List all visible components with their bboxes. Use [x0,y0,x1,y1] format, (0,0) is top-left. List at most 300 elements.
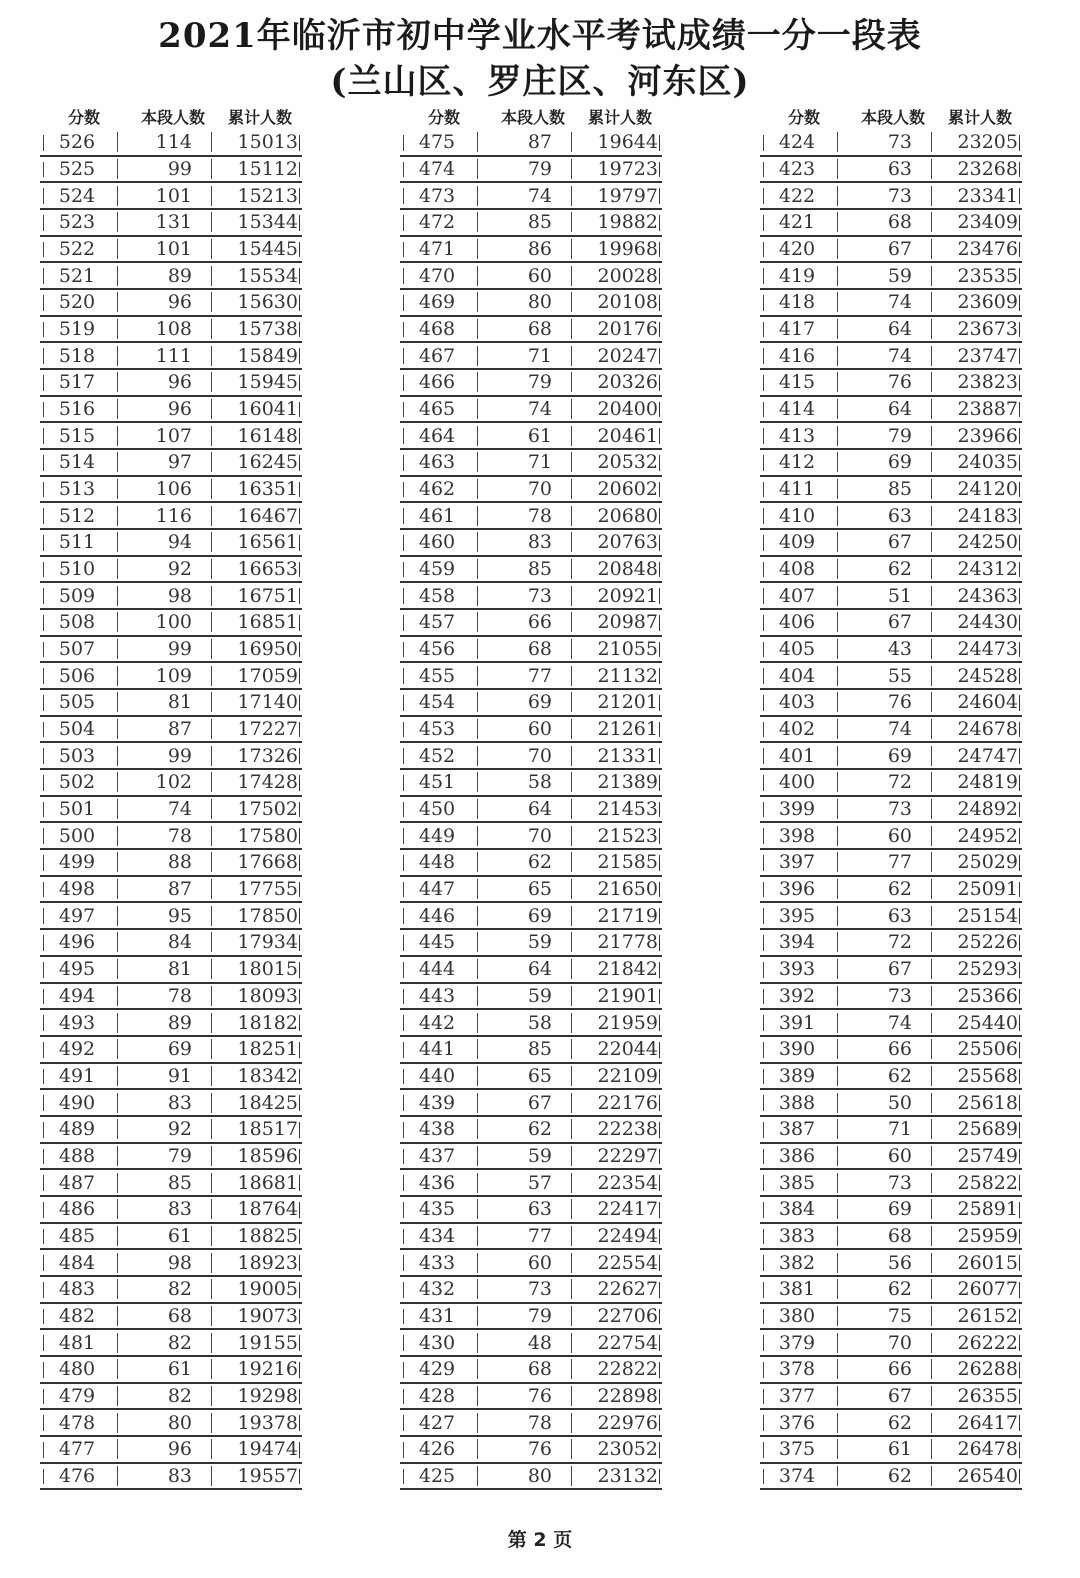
cumulative-count-cell: 22417 [597,1198,658,1221]
score-cell: 399 [760,798,834,820]
score-cell: 523 [40,211,114,233]
segment-count-cell: 83 [114,1198,212,1220]
table-row [760,1037,1022,1064]
cumulative-count-cell: 24952 [957,824,1018,847]
table-row [400,770,662,797]
score-cell: 490 [40,1092,114,1114]
cumulative-count-cell: 22297 [597,1144,658,1167]
table-row [40,130,302,157]
score-cell: 388 [760,1092,834,1114]
score-cell: 378 [760,1358,834,1380]
table-row [760,637,1022,664]
segment-count-cell: 89 [114,265,212,287]
cumulative-count-cell: 20680 [597,504,658,527]
table-row [400,797,662,824]
cumulative-count-cell: 22706 [597,1304,658,1327]
segment-count-cell: 111 [114,345,212,367]
segment-count-cell: 50 [834,1092,932,1114]
table-row [40,157,302,184]
table-row [760,237,1022,264]
score-cell: 398 [760,825,834,847]
cumulative-count-cell: 16653 [237,558,298,581]
score-cell: 445 [400,931,474,953]
table-row [400,1037,662,1064]
score-cell: 508 [40,611,114,633]
table-row [40,210,302,237]
table-row [400,530,662,557]
segment-count-cell: 85 [474,211,572,233]
table-row [40,1250,302,1277]
table-row [40,1224,302,1251]
segment-count-cell: 63 [834,905,932,927]
table-row [400,263,662,290]
score-cell: 466 [400,371,474,393]
table-row [400,1304,662,1331]
cumulative-count-cell: 21719 [597,904,658,927]
cumulative-count-cell: 19882 [597,211,658,234]
table-row [760,503,1022,530]
table-row [40,930,302,957]
cumulative-count-cell: 25506 [957,1038,1018,1061]
table-row [400,583,662,610]
table-row [40,1384,302,1411]
score-cell: 437 [400,1145,474,1167]
score-cell: 476 [40,1465,114,1487]
cumulative-count-cell: 24312 [957,558,1018,581]
segment-count-cell: 76 [474,1438,572,1460]
segment-count-cell: 73 [834,1172,932,1194]
score-cell: 509 [40,585,114,607]
cumulative-count-cell: 18342 [237,1064,298,1087]
segment-count-cell: 83 [114,1092,212,1114]
score-cell: 464 [400,425,474,447]
score-cell: 402 [760,718,834,740]
table-row [760,397,1022,424]
cumulative-count-cell: 24678 [957,718,1018,741]
segment-count-cell: 94 [114,531,212,553]
score-cell: 411 [760,478,834,500]
score-cell: 471 [400,238,474,260]
cumulative-count-cell: 23823 [957,371,1018,394]
table-row [400,1170,662,1197]
score-cell: 455 [400,665,474,687]
table-row [400,1437,662,1464]
segment-count-cell: 108 [114,318,212,340]
score-cell: 383 [760,1225,834,1247]
segment-count-cell: 69 [834,745,932,767]
cumulative-count-cell: 17326 [237,744,298,767]
cumulative-count-cell: 18596 [237,1144,298,1167]
table-row [400,877,662,904]
segment-count-cell: 73 [834,798,932,820]
score-cell: 440 [400,1065,474,1087]
segment-count-cell: 98 [114,1252,212,1274]
table-row [760,557,1022,584]
table-row [400,503,662,530]
segment-count-cell: 69 [474,905,572,927]
cumulative-count-cell: 20028 [597,264,658,287]
score-cell: 380 [760,1305,834,1327]
cumulative-count-cell: 25226 [957,931,1018,954]
cumulative-count-cell: 18015 [237,958,298,981]
cumulative-count-cell: 22176 [597,1091,658,1114]
table-row [760,877,1022,904]
segment-count-cell: 62 [834,1465,932,1487]
segment-count-cell: 98 [114,585,212,607]
segment-count-cell: 73 [474,585,572,607]
segment-count-cell: 67 [834,1385,932,1407]
cumulative-count-cell: 26540 [957,1464,1018,1487]
cumulative-count-cell: 22238 [597,1118,658,1141]
table-row [760,717,1022,744]
segment-count-cell: 83 [474,531,572,553]
score-cell: 473 [400,185,474,207]
score-cell: 397 [760,851,834,873]
cumulative-count-cell: 22044 [597,1038,658,1061]
segment-count-cell: 79 [474,1305,572,1327]
table-row [760,984,1022,1011]
segment-count-cell: 86 [474,238,572,260]
cumulative-count-cell: 25689 [957,1118,1018,1141]
cumulative-count-cell: 20763 [597,531,658,554]
score-cell: 492 [40,1038,114,1060]
table-row [760,1357,1022,1384]
table-row [760,1304,1022,1331]
cumulative-count-cell: 18425 [237,1091,298,1114]
cumulative-count-cell: 22822 [597,1358,658,1381]
segment-count-cell: 81 [114,958,212,980]
table-row [40,1277,302,1304]
score-cell: 519 [40,318,114,340]
table-row [760,1410,1022,1437]
cumulative-count-cell: 16950 [237,638,298,661]
table-row [760,1224,1022,1251]
cumulative-count-cell: 23966 [957,424,1018,447]
cumulative-count-cell: 17059 [237,664,298,687]
cumulative-count-cell: 25440 [957,1011,1018,1034]
header-score: 分数 [67,108,100,127]
table-row [40,397,302,424]
table-row [40,1037,302,1064]
table-row [40,957,302,984]
cumulative-count-cell: 15213 [237,184,298,207]
score-cell: 434 [400,1225,474,1247]
table-row [40,290,302,317]
score-cell: 436 [400,1172,474,1194]
score-cell: 391 [760,1012,834,1034]
cumulative-count-cell: 21842 [597,958,658,981]
table-row [400,157,662,184]
table-body [40,130,302,1490]
score-cell: 421 [760,211,834,233]
table-row [400,1117,662,1144]
table-row [40,183,302,210]
cumulative-count-cell: 17850 [237,904,298,927]
table-row [40,877,302,904]
table-row [400,690,662,717]
segment-count-cell: 57 [474,1172,572,1194]
segment-count-cell: 77 [834,851,932,873]
cumulative-count-cell: 26015 [957,1251,1018,1274]
cumulative-count-cell: 17140 [237,691,298,714]
cumulative-count-cell: 19005 [237,1278,298,1301]
segment-count-cell: 68 [834,1225,932,1247]
cumulative-count-cell: 24604 [957,691,1018,714]
table-row [760,1197,1022,1224]
segment-count-cell: 85 [834,478,932,500]
score-cell: 447 [400,878,474,900]
segment-count-cell: 96 [114,291,212,313]
cumulative-count-cell: 19474 [237,1438,298,1461]
header-cumulative-count: 累计人数 [587,108,652,127]
segment-count-cell: 70 [474,825,572,847]
segment-count-cell: 68 [114,1305,212,1327]
score-cell: 407 [760,585,834,607]
segment-count-cell: 58 [474,771,572,793]
score-cell: 412 [760,451,834,473]
segment-count-cell: 74 [114,798,212,820]
table-row [400,1330,662,1357]
segment-count-cell: 79 [114,1145,212,1167]
header-cumulative-count: 累计人数 [227,108,292,127]
segment-count-cell: 68 [474,318,572,340]
segment-count-cell: 69 [834,1198,932,1220]
segment-count-cell: 60 [474,718,572,740]
segment-count-cell: 72 [834,931,932,953]
segment-count-cell: 55 [834,665,932,687]
segment-count-cell: 62 [474,1118,572,1140]
segment-count-cell: 79 [474,158,572,180]
table-row [400,1064,662,1091]
segment-count-cell: 61 [114,1225,212,1247]
score-cell: 374 [760,1465,834,1487]
table-row [400,210,662,237]
cumulative-count-cell: 22554 [597,1251,658,1274]
cumulative-count-cell: 18825 [237,1224,298,1247]
score-cell: 457 [400,611,474,633]
cumulative-count-cell: 22354 [597,1171,658,1194]
cumulative-count-cell: 25959 [957,1224,1018,1247]
score-cell: 488 [40,1145,114,1167]
table-row [40,797,302,824]
segment-count-cell: 62 [474,851,572,873]
segment-count-cell: 80 [474,1465,572,1487]
cumulative-count-cell: 24747 [957,744,1018,767]
segment-count-cell: 92 [114,1118,212,1140]
table-row [760,423,1022,450]
score-table-column-3 [760,104,1022,1490]
score-cell: 498 [40,878,114,900]
segment-count-cell: 82 [114,1385,212,1407]
cumulative-count-cell: 21201 [597,691,658,714]
segment-count-cell: 80 [114,1412,212,1434]
score-cell: 526 [40,131,114,153]
table-row [400,1410,662,1437]
score-cell: 443 [400,985,474,1007]
segment-count-cell: 96 [114,371,212,393]
page-title: 2021年临沂市初中学业水平考试成绩一分一段表 [158,16,922,56]
cumulative-count-cell: 25568 [957,1064,1018,1087]
cumulative-count-cell: 17668 [237,851,298,874]
cumulative-count-cell: 22494 [597,1224,658,1247]
cumulative-count-cell: 22109 [597,1064,658,1087]
cumulative-count-cell: 21523 [597,824,658,847]
cumulative-count-cell: 17227 [237,718,298,741]
score-cell: 487 [40,1172,114,1194]
cumulative-count-cell: 19155 [237,1331,298,1354]
table-row [760,1250,1022,1277]
score-cell: 429 [400,1358,474,1380]
table-body [760,130,1022,1490]
table-row [400,1090,662,1117]
score-table-column-2 [400,104,662,1490]
table-row [760,1170,1022,1197]
cumulative-count-cell: 22754 [597,1331,658,1354]
segment-count-cell: 106 [114,478,212,500]
score-cell: 460 [400,531,474,553]
segment-count-cell: 78 [474,505,572,527]
segment-count-cell: 62 [834,1278,932,1300]
table-row [40,1464,302,1491]
cumulative-count-cell: 20848 [597,558,658,581]
table-row [400,370,662,397]
score-cell: 463 [400,451,474,473]
segment-count-cell: 67 [834,958,932,980]
table-row [40,637,302,664]
cumulative-count-cell: 24430 [957,611,1018,634]
score-cell: 515 [40,425,114,447]
score-cell: 511 [40,531,114,553]
score-cell: 493 [40,1012,114,1034]
segment-count-cell: 74 [834,1012,932,1034]
segment-count-cell: 60 [834,1145,932,1167]
score-cell: 431 [400,1305,474,1327]
cumulative-count-cell: 26222 [957,1331,1018,1354]
score-cell: 478 [40,1412,114,1434]
score-cell: 405 [760,638,834,660]
score-cell: 479 [40,1385,114,1407]
segment-count-cell: 68 [474,638,572,660]
segment-count-cell: 62 [834,878,932,900]
table-row [40,423,302,450]
segment-count-cell: 65 [474,1065,572,1087]
table-row [400,1464,662,1491]
cumulative-count-cell: 15849 [237,344,298,367]
table-row [400,290,662,317]
cumulative-count-cell: 20461 [597,424,658,447]
score-cell: 444 [400,958,474,980]
cumulative-count-cell: 21959 [597,1011,658,1034]
table-row [400,1144,662,1171]
cumulative-count-cell: 26478 [957,1438,1018,1461]
cumulative-count-cell: 23268 [957,158,1018,180]
table-row [400,637,662,664]
table-row [400,903,662,930]
table-row [760,1437,1022,1464]
header-segment-count: 本段人数 [860,108,925,127]
segment-count-cell: 66 [834,1038,932,1060]
cumulative-count-cell: 16467 [237,504,298,527]
cumulative-count-cell: 25822 [957,1171,1018,1194]
table-row [40,1410,302,1437]
segment-count-cell: 59 [474,1145,572,1167]
segment-count-cell: 51 [834,585,932,607]
score-cell: 442 [400,1012,474,1034]
table-body [400,130,662,1490]
segment-count-cell: 87 [474,131,572,153]
score-cell: 404 [760,665,834,687]
segment-count-cell: 60 [834,825,932,847]
cumulative-count-cell: 21389 [597,771,658,794]
segment-count-cell: 59 [834,265,932,287]
segment-count-cell: 70 [474,478,572,500]
segment-count-cell: 99 [114,745,212,767]
cumulative-count-cell: 19968 [597,238,658,261]
table-row [760,263,1022,290]
segment-count-cell: 83 [114,1465,212,1487]
cumulative-count-cell: 15534 [237,264,298,287]
table-row [400,343,662,370]
table-row [40,583,302,610]
cumulative-count-cell: 19644 [597,131,658,154]
cumulative-count-cell: 15630 [237,291,298,314]
segment-count-cell: 71 [474,451,572,473]
cumulative-count-cell: 18251 [237,1038,298,1061]
cumulative-count-cell: 19298 [237,1384,298,1407]
score-cell: 406 [760,611,834,633]
table-row [760,1090,1022,1117]
table-row [40,370,302,397]
cumulative-count-cell: 23887 [957,398,1018,421]
segment-count-cell: 65 [474,878,572,900]
cumulative-count-cell: 20247 [597,344,658,367]
cumulative-count-cell: 25891 [957,1198,1018,1221]
cumulative-count-cell: 16041 [237,398,298,421]
table-row [400,1197,662,1224]
table-row [760,1464,1022,1491]
cumulative-count-cell: 24250 [957,531,1018,554]
table-row [40,1197,302,1224]
table-row [760,210,1022,237]
segment-count-cell: 95 [114,905,212,927]
cumulative-count-cell: 19723 [597,158,658,180]
cumulative-count-cell: 18182 [237,1011,298,1034]
table-row [40,317,302,344]
table-row [400,1357,662,1384]
cumulative-count-cell: 21331 [597,744,658,767]
table-row [760,290,1022,317]
segment-count-cell: 87 [114,718,212,740]
segment-count-cell: 70 [474,745,572,767]
cumulative-count-cell: 16851 [237,611,298,634]
segment-count-cell: 78 [114,985,212,1007]
table-row [40,477,302,504]
score-cell: 415 [760,371,834,393]
cumulative-count-cell: 20108 [597,291,658,314]
score-cell: 376 [760,1412,834,1434]
header-cumulative-count: 累计人数 [947,108,1012,127]
segment-count-cell: 71 [834,1118,932,1140]
table-row [760,583,1022,610]
score-cell: 439 [400,1092,474,1114]
cumulative-count-cell: 19378 [237,1411,298,1434]
cumulative-count-cell: 25154 [957,904,1018,927]
table-row [40,903,302,930]
cumulative-count-cell: 23535 [957,264,1018,287]
segment-count-cell: 74 [474,185,572,207]
score-cell: 410 [760,505,834,527]
score-cell: 375 [760,1438,834,1460]
